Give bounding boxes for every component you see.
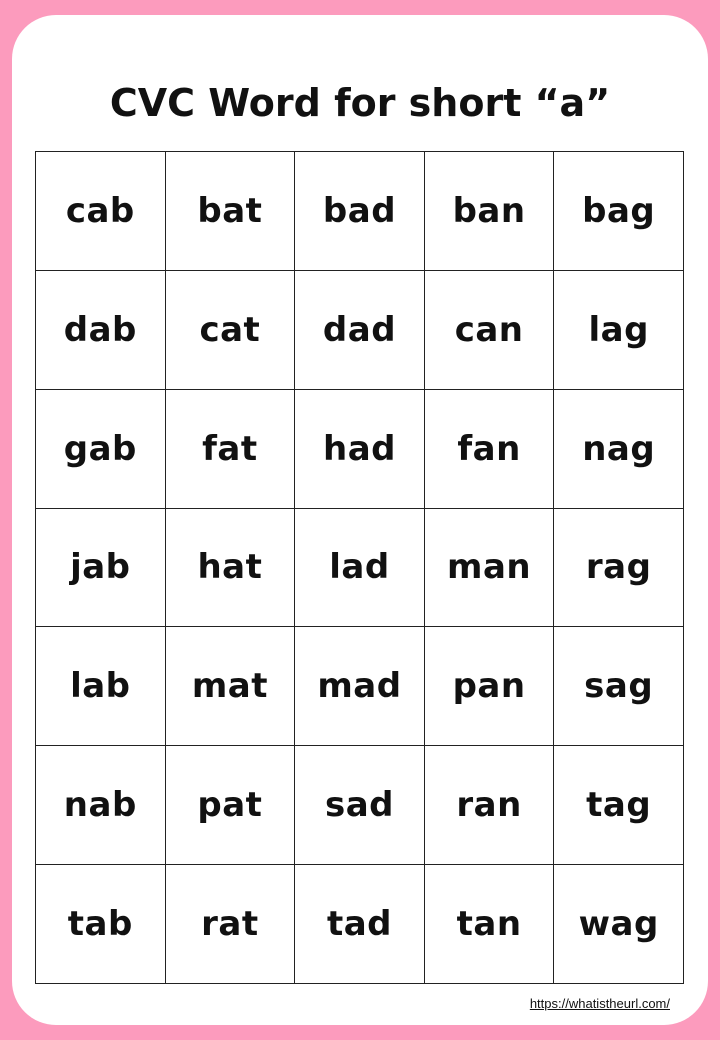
word-cell: nag xyxy=(554,390,684,509)
word-cell: pat xyxy=(166,746,296,865)
word-cell: dad xyxy=(295,271,425,390)
word-cell: jab xyxy=(36,509,166,628)
word-cell: hat xyxy=(166,509,296,628)
word-cell: sag xyxy=(554,627,684,746)
word-cell: gab xyxy=(36,390,166,509)
word-cell: nab xyxy=(36,746,166,865)
word-cell: rag xyxy=(554,509,684,628)
word-cell: tag xyxy=(554,746,684,865)
word-cell: can xyxy=(425,271,555,390)
word-cell: cab xyxy=(36,152,166,271)
word-cell: bad xyxy=(295,152,425,271)
word-cell: tan xyxy=(425,865,555,984)
word-cell: mad xyxy=(295,627,425,746)
word-cell: ran xyxy=(425,746,555,865)
word-cell: pan xyxy=(425,627,555,746)
word-cell: dab xyxy=(36,271,166,390)
word-cell: tad xyxy=(295,865,425,984)
source-url-link[interactable]: https://whatistheurl.com/ xyxy=(529,996,670,1011)
word-cell: lab xyxy=(36,627,166,746)
word-cell: lad xyxy=(295,509,425,628)
word-cell: tab xyxy=(36,865,166,984)
word-cell: ban xyxy=(425,152,555,271)
page-title: CVC Word for short “a” xyxy=(109,81,611,125)
word-cell: had xyxy=(295,390,425,509)
word-cell: lag xyxy=(554,271,684,390)
word-cell: bag xyxy=(554,152,684,271)
word-cell: fat xyxy=(166,390,296,509)
word-cell: bat xyxy=(166,152,296,271)
word-cell: sad xyxy=(295,746,425,865)
word-cell: mat xyxy=(166,627,296,746)
word-cell: fan xyxy=(425,390,555,509)
word-cell: wag xyxy=(554,865,684,984)
word-cell: cat xyxy=(166,271,296,390)
word-cell: man xyxy=(425,509,555,628)
word-grid xyxy=(35,151,684,984)
word-cell: rat xyxy=(166,865,296,984)
